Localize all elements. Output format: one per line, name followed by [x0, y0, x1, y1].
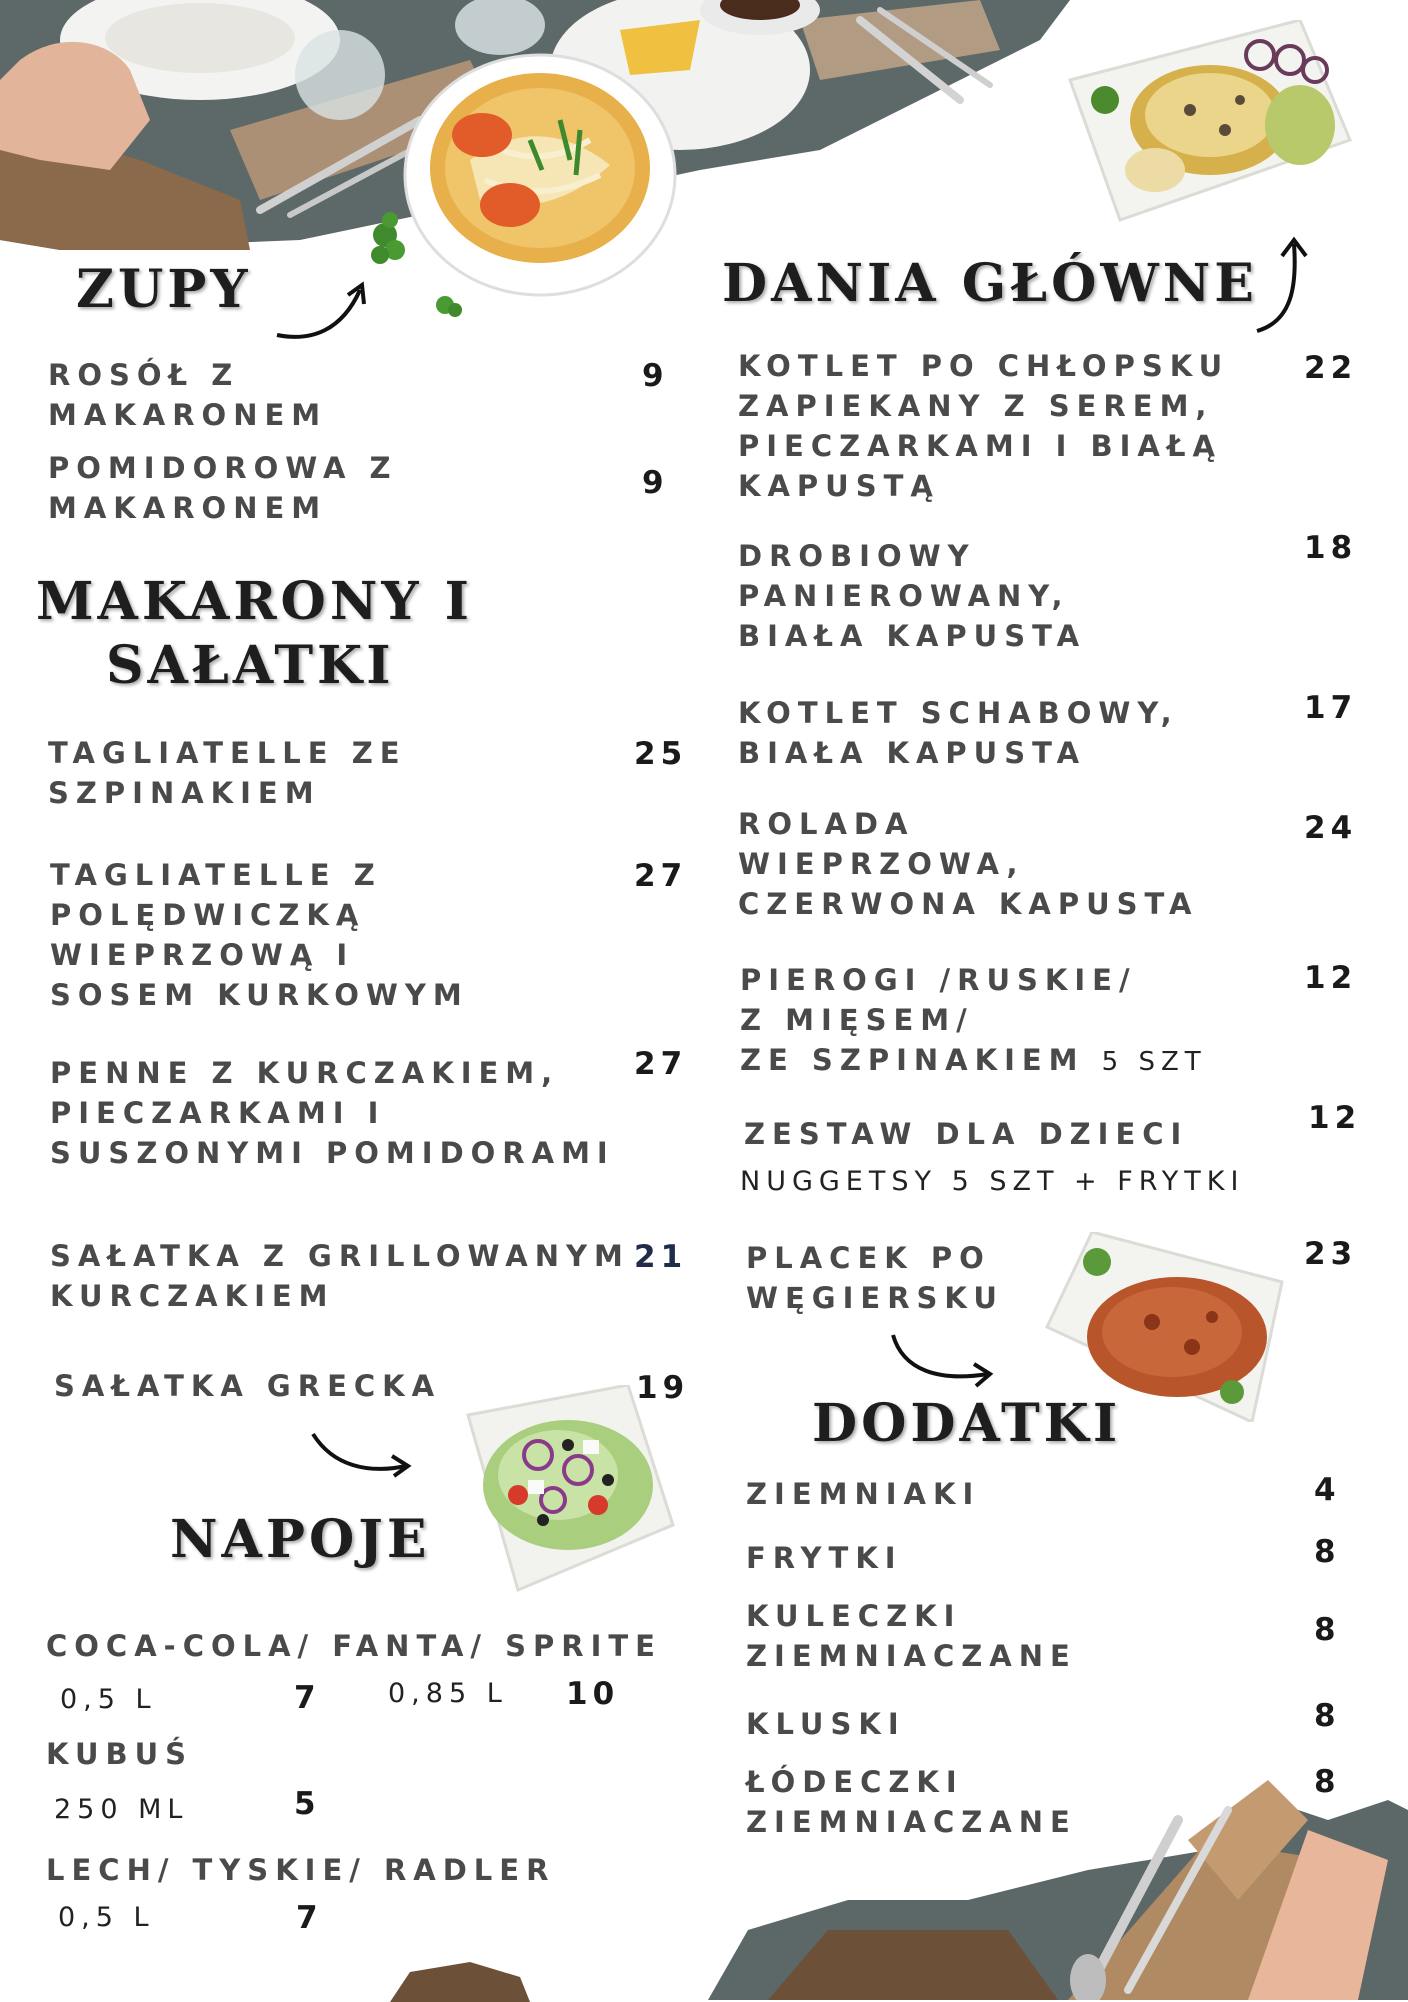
arrow-to-salad-icon	[308, 1426, 418, 1476]
drink-price: 7	[294, 1680, 321, 1716]
menu-item-frytki	[746, 1538, 903, 1578]
item-line: KULECZKI	[746, 1599, 962, 1633]
item-line: MAKARONEM	[48, 491, 328, 525]
section-heading-makarony-line1: MAKARONY I	[36, 571, 473, 632]
menu-item-salatka-grecka	[54, 1366, 441, 1406]
section-heading-zupy: ZUPY	[76, 259, 252, 320]
menu-item-tagliatelle-poledwiczka	[50, 855, 469, 1015]
item-line: KLUSKI	[746, 1707, 906, 1741]
arrow-to-kotlet-icon	[1252, 236, 1322, 336]
item-line: SAŁATKA Z GRILLOWANYM	[50, 1239, 630, 1273]
item-price: 9	[642, 465, 669, 501]
arrow-to-placek-icon	[888, 1330, 998, 1390]
drink-size: 0,5 L	[58, 1902, 155, 1933]
item-price: 27	[634, 1046, 688, 1082]
item-line	[740, 1040, 1207, 1082]
item-price: 24	[1304, 810, 1358, 846]
item-line: Z MIĘSEM/	[740, 1003, 974, 1037]
item-price: 8	[1314, 1534, 1341, 1570]
item-line: WĘGIERSKU	[746, 1281, 1004, 1315]
menu-item-rolada	[738, 804, 1198, 924]
item-line: PIECZARKAMI I	[50, 1096, 386, 1130]
item-price: 8	[1314, 1698, 1341, 1734]
menu-item-placek	[746, 1238, 1004, 1318]
drink-name-kubus: KUBUŚ	[46, 1737, 194, 1771]
menu-item-schabowy	[738, 693, 1179, 773]
bottom-food-photo	[390, 1962, 530, 2002]
drink-size: 0,5 L	[60, 1684, 157, 1715]
item-line: ZIEMNIACZANE	[746, 1639, 1077, 1673]
item-price: 21	[634, 1239, 688, 1275]
menu-item-drobiowy	[738, 536, 1086, 656]
item-line: ZIEMNIACZANE	[746, 1805, 1077, 1839]
drink-size: 0,85 L	[388, 1678, 508, 1709]
menu-item-kluski	[746, 1704, 906, 1744]
section-heading-makarony-line2: SAŁATKI	[106, 635, 395, 696]
item-line: KURCZAKIEM	[50, 1279, 335, 1313]
item-line: SUSZONYMI POMIDORAMI	[50, 1136, 615, 1170]
item-price: 19	[636, 1370, 690, 1406]
section-heading-napoje: NAPOJE	[170, 1509, 431, 1570]
drink-name-beer: LECH/ TYSKIE/ RADLER	[46, 1853, 556, 1887]
menu-item-penne	[50, 1053, 615, 1173]
item-suffix: 5 SZT	[1101, 1047, 1207, 1077]
menu-item-tagliatelle-szpinak	[48, 733, 407, 813]
item-price: 27	[634, 858, 688, 894]
menu-item-zestaw-dzieci	[744, 1114, 1188, 1154]
menu-item-ziemniaki	[746, 1474, 980, 1514]
item-line: ZESTAW DLA DZIECI	[744, 1117, 1189, 1151]
item-line: PIECZARKAMI I BIAŁĄ	[738, 429, 1222, 463]
greek-salad-photo	[448, 1385, 678, 1595]
parsley-photo	[360, 210, 500, 320]
item-line-text: ZE SZPINAKIEM	[740, 1043, 1085, 1077]
drink-size: 250 ML	[54, 1794, 189, 1825]
item-line: FRYTKI	[746, 1541, 903, 1575]
item-line: ROLADA	[738, 807, 915, 841]
menu-item-kuleczki	[746, 1596, 1077, 1676]
item-line: PANIEROWANY,	[738, 579, 1070, 613]
item-line: ROSÓŁ Z	[48, 358, 240, 392]
item-line: ZIEMNIAKI	[746, 1477, 981, 1511]
arrow-to-soup-icon	[272, 280, 372, 340]
item-price: 4	[1314, 1472, 1341, 1508]
item-line: SOSEM KURKOWYM	[50, 978, 469, 1012]
section-heading-dodatki: DODATKI	[812, 1393, 1122, 1454]
item-line: CZERWONA KAPUSTA	[738, 887, 1199, 921]
item-line: TAGLIATELLE Z	[50, 858, 382, 892]
item-line: KOTLET SCHABOWY,	[738, 696, 1179, 730]
item-line: ŁÓDECZKI	[746, 1765, 964, 1799]
item-line: POMIDOROWA Z	[48, 451, 398, 485]
item-line: ZAPIEKANY Z SEREM,	[738, 389, 1214, 423]
drink-price: 5	[294, 1786, 321, 1822]
item-price: 9	[642, 358, 669, 394]
item-note: NUGGETSY 5 SZT + FRYTKI	[740, 1166, 1245, 1197]
item-line: TAGLIATELLE ZE	[48, 736, 407, 770]
drink-price: 10	[566, 1676, 620, 1712]
item-line: SZPINAKIEM	[48, 776, 321, 810]
item-line: KAPUSTĄ	[738, 469, 940, 503]
menu-item-lodeczki	[746, 1762, 1077, 1842]
item-line: PLACEK PO	[746, 1241, 991, 1275]
item-line: KOTLET PO CHŁOPSKU	[738, 349, 1230, 383]
menu-item-rosol	[48, 355, 327, 435]
item-line: PIEROGI /RUSKIE/	[740, 963, 1137, 997]
item-price: 17	[1304, 690, 1358, 726]
item-price: 8	[1314, 1764, 1341, 1800]
item-price: 18	[1304, 530, 1358, 566]
item-price: 25	[634, 736, 688, 772]
item-line: MAKARONEM	[48, 398, 328, 432]
item-line: PENNE Z KURCZAKIEM,	[50, 1056, 560, 1090]
menu-item-pierogi	[740, 960, 1207, 1082]
item-line: DROBIOWY	[738, 539, 976, 573]
menu-item-salatka-kurczak	[50, 1236, 630, 1316]
kotlet-dish-photo	[1060, 20, 1360, 230]
drink-name-soda: COCA-COLA/ FANTA/ SPRITE	[46, 1629, 662, 1663]
item-line: POLĘDWICZKĄ	[50, 898, 366, 932]
item-line: BIAŁA KAPUSTA	[738, 619, 1087, 653]
menu-item-kotlet-chlopsku	[738, 346, 1229, 506]
item-price: 12	[1304, 960, 1358, 996]
item-line: BIAŁA KAPUSTA	[738, 736, 1087, 770]
drink-price: 7	[296, 1900, 323, 1936]
item-price: 23	[1304, 1236, 1358, 1272]
item-price: 8	[1314, 1612, 1341, 1648]
item-line: WIEPRZOWA,	[738, 847, 1025, 881]
item-line: WIEPRZOWĄ I	[50, 938, 355, 972]
item-price: 12	[1308, 1100, 1362, 1136]
item-line: SAŁATKA GRECKA	[54, 1369, 442, 1403]
section-heading-dania: DANIA GŁÓWNE	[722, 253, 1258, 314]
menu-item-pomidorowa	[48, 448, 398, 528]
item-price: 22	[1304, 350, 1358, 386]
